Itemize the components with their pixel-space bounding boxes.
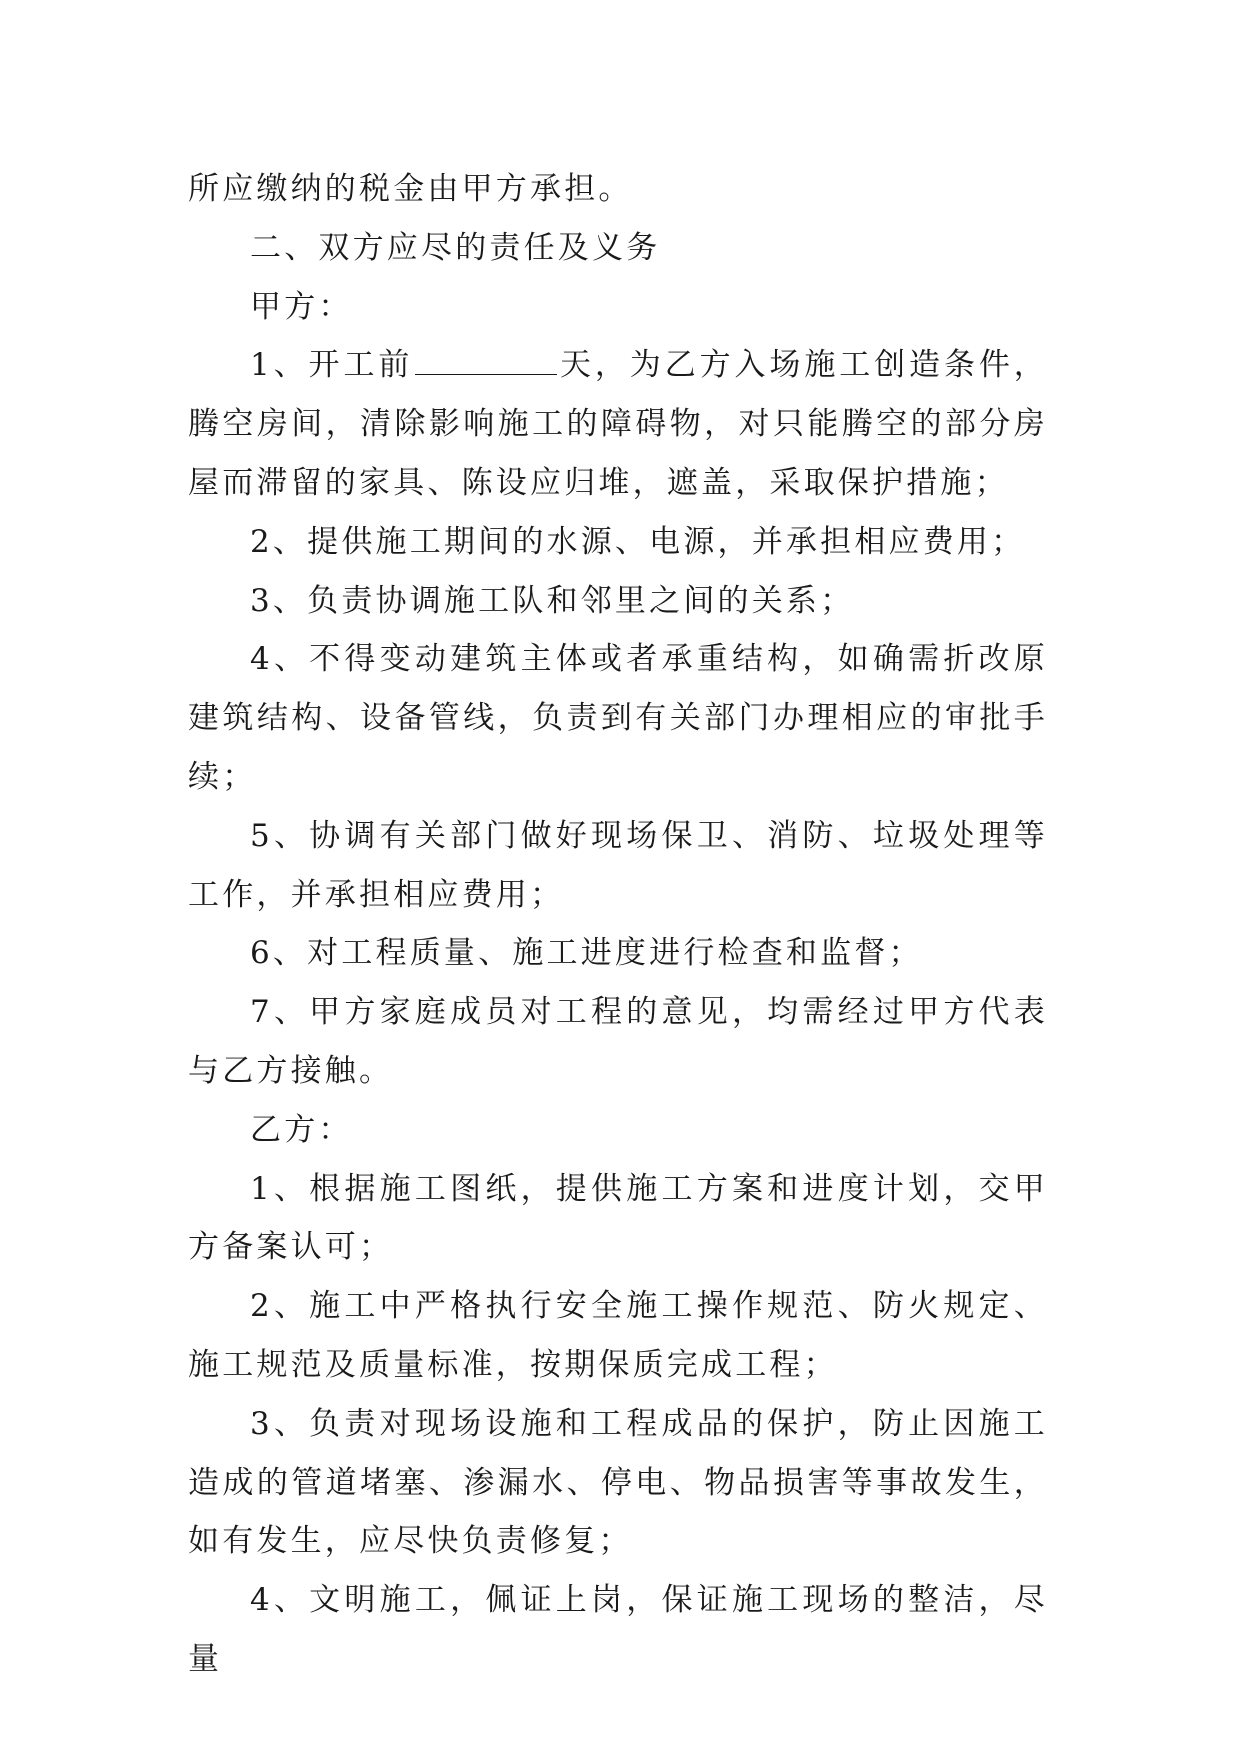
party-a-heading: 甲方：	[250, 288, 353, 325]
party-b-item-4: 4、文明施工，佩证上岗，保证施工现场的整洁，尽量	[188, 1582, 1048, 1677]
party-b-item-1: 1、根据施工图纸，提供施工方案和进度计划，交甲方备案认可；	[188, 1170, 1048, 1266]
party-b-heading: 乙方：	[250, 1111, 353, 1148]
party-a-item-1	[188, 336, 1048, 512]
document-body	[188, 160, 1048, 1689]
party-a-item-4: 4、不得变动建筑主体或者承重结构，如确需折改原建筑结构、设备管线，负责到有关部门办理相应的审批手续；	[188, 641, 1048, 795]
paragraph-tax-clause: 所应缴纳的税金由甲方承担。	[188, 171, 633, 207]
party-a-item-1-rest: 天，为乙方入场施工创造条件，腾空房间，清除影响施工的障碍物，对只能腾空的部分房屋而滞留的家具、陈设应归堆，遮盖，采取保护措施；	[188, 347, 1048, 501]
party-a-item-6: 6、对工程质量、施工进度进行检查和监督；	[250, 935, 923, 972]
party-a-item-2: 2、提供施工期间的水源、电源，并承担相应费用；	[250, 523, 1026, 560]
party-b-item-3: 3、负责对现场设施和工程成品的保护，防止因施工造成的管道堵塞、渗漏水、停电、物品损害等事故发生，如有发生，应尽快负责修复；	[188, 1405, 1048, 1560]
party-a-item-5: 5、协调有关部门做好现场保卫、消防、垃圾处理等工作，并承担相应费用；	[188, 817, 1048, 913]
party-a-item-3: 3、负责协调施工队和邻里之间的关系；	[250, 582, 855, 619]
days-blank-field[interactable]	[415, 348, 557, 375]
section-heading-responsibilities: 二、双方应尽的责任及义务	[250, 229, 661, 266]
party-b-item-2: 2、施工中严格执行安全施工操作规范、防火规定、施工规范及质量标准，按期保质完成工程；	[188, 1288, 1048, 1383]
party-a-item-1-lead: 1、开工前	[250, 347, 414, 384]
party-a-item-7: 7、甲方家庭成员对工程的意见，均需经过甲方代表与乙方接触。	[188, 994, 1048, 1089]
